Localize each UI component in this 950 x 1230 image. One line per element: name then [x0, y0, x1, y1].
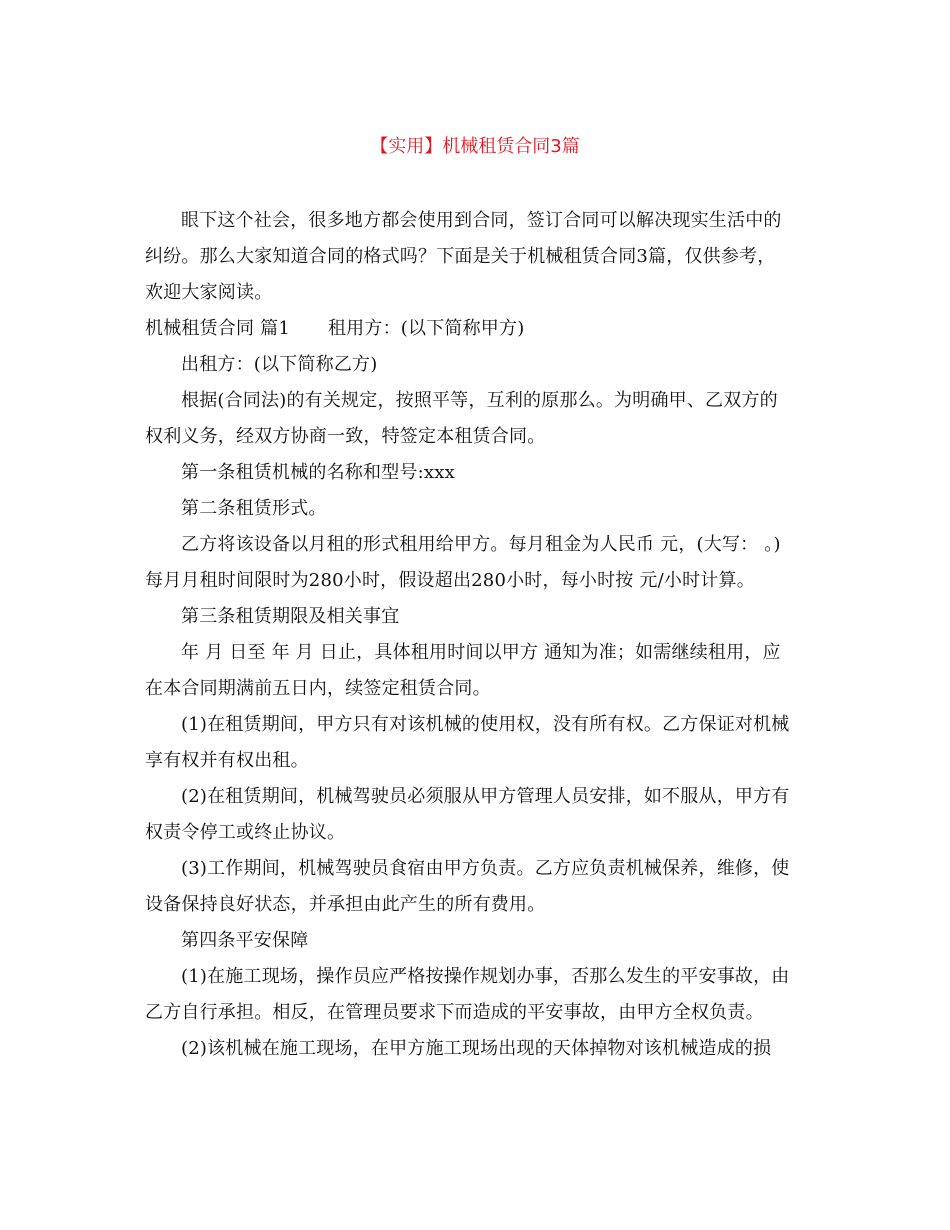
contract-heading-line [145, 311, 810, 347]
paragraph-line: 根据(合同法)的有关规定，按照平等，互利的原那么。为明确甲、乙双方的 [181, 390, 778, 411]
intro-line-1: 眼下这个社会，很多地方都会使用到合同，签订合同可以解决现实生活中的 [181, 210, 782, 231]
paragraph-line: 每月月租时间限时为280小时，假设超出280小时，每小时按 元/小时计算。 [145, 570, 755, 591]
document-body [145, 203, 810, 1067]
intro-line-3: 欢迎大家阅读。 [145, 282, 273, 303]
clause-line: 设备保持良好状态，并承担由此产生的所有费用。 [145, 894, 546, 915]
clause-line: (1)在施工现场，操作员应严格按操作规划办事，否那么发生的平安事故，由 [181, 966, 790, 987]
article-3: 第三条租赁期限及相关事宜 [181, 606, 400, 627]
clause-line: (2)在租赁期间，机械驾驶员必须服从甲方管理人员安排，如不服从，甲方有 [181, 786, 790, 807]
document-title: 【实用】机械租赁合同3篇 [370, 136, 580, 157]
clause-line: 权责令停工或终止协议。 [145, 822, 346, 843]
article-4: 第四条平安保障 [181, 930, 309, 951]
clause-line: (1)在租赁期间，甲方只有对该机械的使用权，没有所有权。乙方保证对机械 [181, 714, 790, 735]
lessee-label: 租用方：(以下简称甲方) [327, 318, 525, 339]
contract-heading: 机械租赁合同 篇1 [145, 318, 290, 339]
paragraph-line: 在本合同期满前五日内，续签定租赁合同。 [145, 678, 491, 699]
lessor-label: 出租方：(以下简称乙方) [181, 354, 378, 375]
paragraph-line: 权利义务，经双方协商一致，特签定本租赁合同。 [145, 426, 546, 447]
paragraph-line: 乙方将该设备以月租的形式租用给甲方。每月租金为人民币 元，(大写： 。) [181, 534, 781, 555]
article-1: 第一条租赁机械的名称和型号:xxx [181, 462, 455, 483]
paragraph-line: 年 月 日至 年 月 日止，具体租用时间以甲方 通知为准；如需继续租用，应 [181, 642, 781, 663]
intro-line-2: 纠纷。那么大家知道合同的格式吗？下面是关于机械租赁合同3篇，仅供参考， [145, 246, 776, 267]
clause-line: (2)该机械在施工现场，在甲方施工现场出现的天体掉物对该机械造成的损 [181, 1038, 772, 1059]
clause-line: 享有权并有权出租。 [145, 750, 309, 771]
clause-line: (3)工作期间，机械驾驶员食宿由甲方负责。乙方应负责机械保养，维修，使 [181, 858, 790, 879]
clause-line: 乙方自行承担。相反，在管理员要求下而造成的平安事故，由甲方全权负责。 [145, 1002, 764, 1023]
article-2: 第二条租赁形式。 [181, 498, 327, 519]
